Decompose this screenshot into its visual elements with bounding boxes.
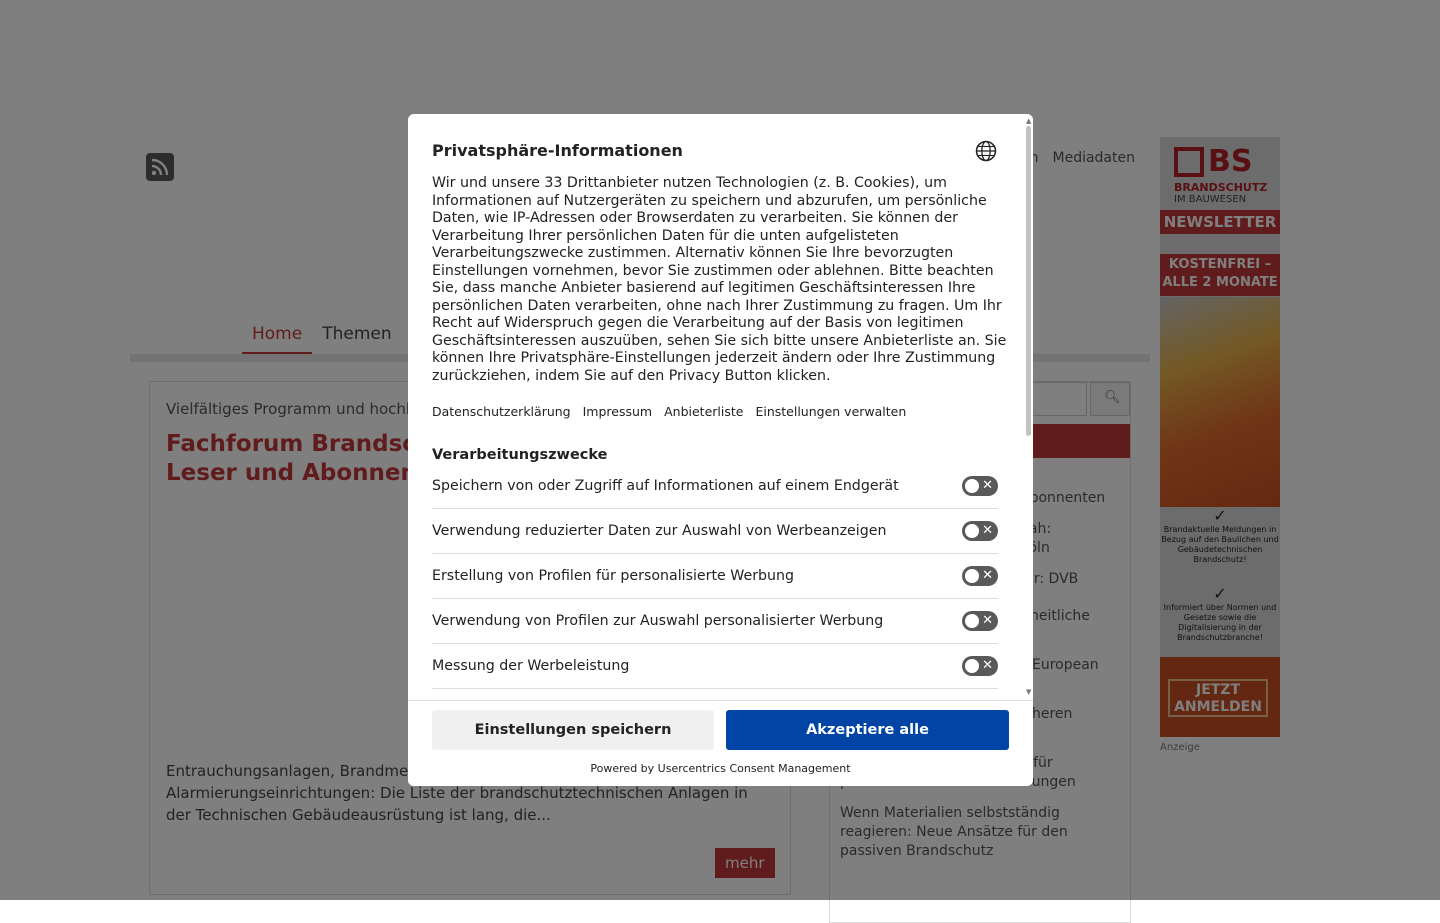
purpose-toggle[interactable] (962, 566, 998, 586)
scroll-up-icon[interactable]: ▲ (1026, 117, 1032, 125)
link-einstellungen-verwalten[interactable]: Einstellungen verwalten (755, 404, 907, 419)
toggle-knob (965, 659, 979, 673)
purpose-row (432, 509, 998, 554)
save-settings-button[interactable]: Einstellungen speichern (432, 710, 714, 750)
close-icon: ✕ (982, 613, 993, 628)
purpose-list (432, 464, 998, 689)
purpose-toggle[interactable] (962, 611, 998, 631)
link-datenschutzerklaerung[interactable]: Datenschutzerklärung (432, 404, 571, 419)
purpose-label: Speichern von oder Zugriff auf Informationen auf einem Endgerät (432, 478, 899, 494)
purposes-heading: Verarbeitungszwecke (432, 447, 608, 463)
close-icon: ✕ (982, 568, 993, 583)
close-icon: ✕ (982, 658, 993, 673)
toggle-knob (965, 479, 979, 493)
scrollbar-thumb[interactable] (1026, 126, 1031, 436)
purpose-toggle[interactable] (962, 476, 998, 496)
purpose-label: Verwendung reduzierter Daten zur Auswahl von Werbeanzeigen (432, 523, 887, 539)
purpose-row (432, 554, 998, 599)
scroll-down-icon[interactable]: ▼ (1026, 688, 1032, 696)
link-impressum[interactable]: Impressum (582, 404, 653, 419)
consent-scroll-area[interactable] (408, 114, 1025, 700)
toggle-knob (965, 524, 979, 538)
link-anbieterliste[interactable]: Anbieterliste (664, 404, 744, 419)
purpose-label: Messung der Werbeleistung (432, 658, 630, 674)
toggle-knob (965, 569, 979, 583)
consent-description: Wir und unsere 33 Drittanbieter nutzen Technologien (z. B. Cookies), um Informationen auf Nutzergeräten zu speichern und abzurufen, um persönliche Daten, wie IP-Adressen oder Browserdaten zu verarbeiten. Sie können der Verarbeitung Ihrer persönlichen Daten für die unten aufgelisteten Verarbeitungszwecke zustimmen. Alternativ können Sie Ihre bevorzugten Einstellungen vornehmen, bevor Sie zustimmen oder ablehnen. Bitte beachten Sie, dass manche Anbieter basierend auf legitimen Geschäftsinteressen Ihre persönlichen Daten verarbeiten, ohne nach Ihrer Zustimmung zu fragen. Um Ihr Recht auf Widerspruch gegen die Verarbeitung auf der Basis von legitimen Geschäftsinteressen auszuüben, sehen Sie sich bitte unsere Anbieterliste an. Sie können Ihre Privatsphäre-Einstellungen jederzeit ändern oder Ihre Zustimmung zurückziehen, indem Sie auf den Privacy Button klicken. (432, 175, 1007, 384)
globe-icon[interactable] (975, 140, 997, 162)
consent-dialog (408, 114, 1033, 786)
close-icon: ✕ (982, 523, 993, 538)
close-icon: ✕ (982, 478, 993, 493)
purpose-toggle[interactable] (962, 521, 998, 541)
consent-links (432, 404, 906, 419)
consent-footer (408, 700, 1033, 786)
purpose-row (432, 644, 998, 689)
purpose-row (432, 599, 998, 644)
powered-by-text[interactable]: Powered by Usercentrics Consent Management (590, 762, 851, 775)
consent-title: Privatsphäre-Informationen (432, 141, 683, 160)
accept-all-button[interactable]: Akzeptiere alle (726, 710, 1009, 750)
purpose-toggle[interactable] (962, 656, 998, 676)
purpose-label: Verwendung von Profilen zur Auswahl personalisierter Werbung (432, 613, 884, 629)
purpose-row (432, 464, 998, 509)
toggle-knob (965, 614, 979, 628)
purpose-label: Erstellung von Profilen für personalisierte Werbung (432, 568, 795, 584)
